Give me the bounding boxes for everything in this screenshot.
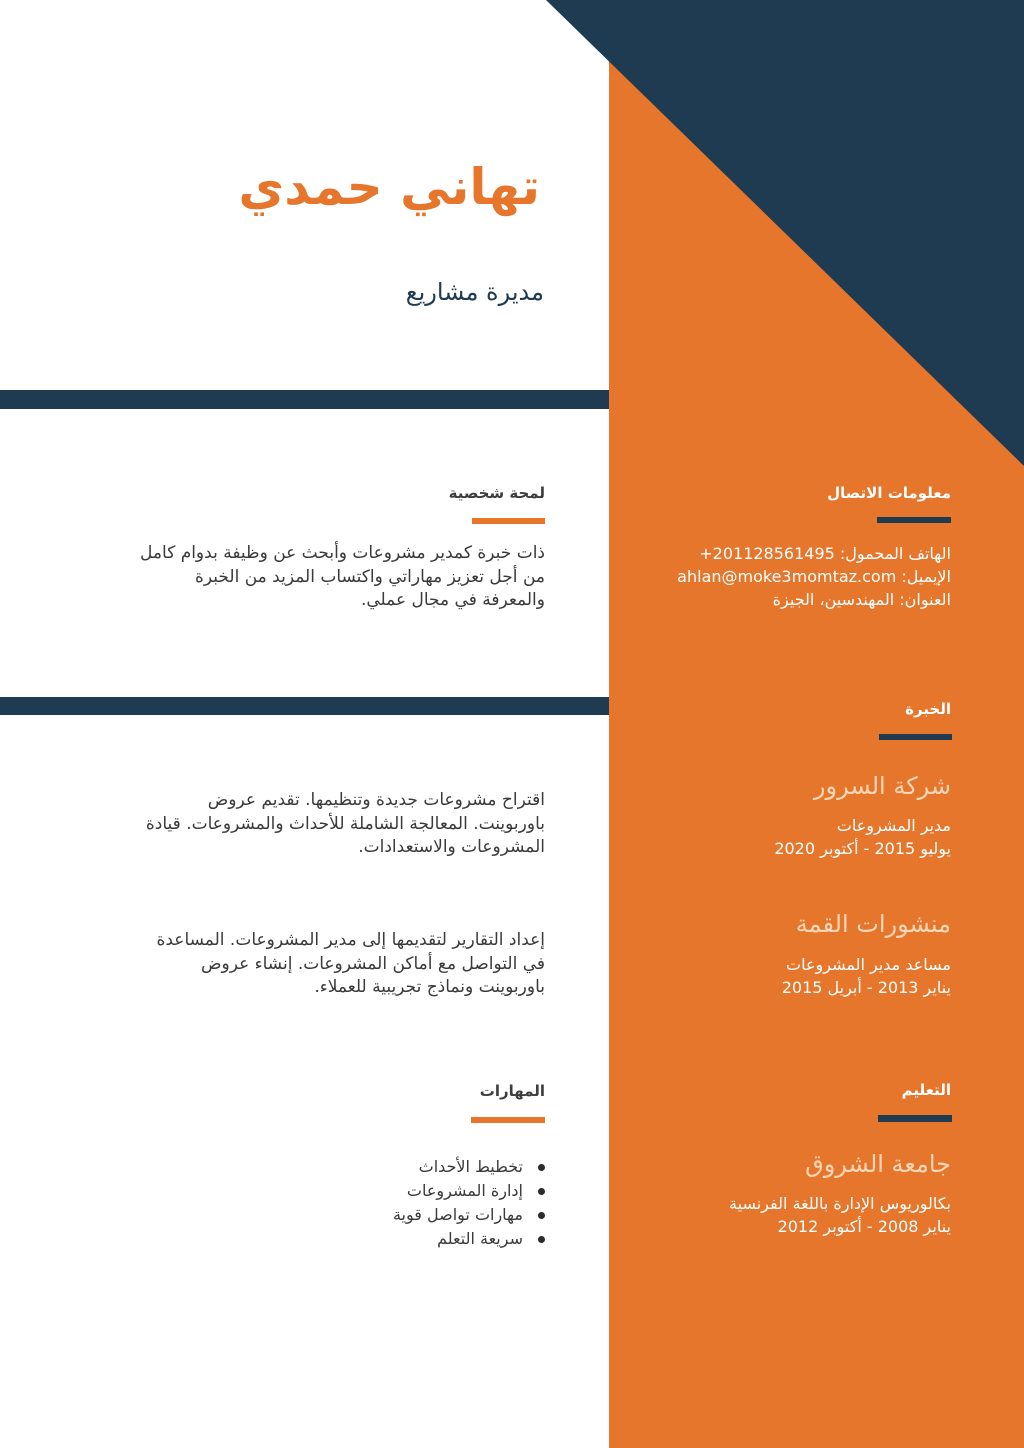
job-role: مدير المشروعات — [836, 816, 951, 835]
skills-heading-underline — [471, 1117, 545, 1123]
candidate-name: تهاني حمدي — [238, 158, 540, 216]
profile-heading-underline — [472, 518, 545, 524]
skills-list — [393, 1155, 545, 1251]
job-dates: يناير 2013 - أبريل 2015 — [781, 978, 951, 997]
profile-line: من أجل تعزيز مهاراتي واكتساب المزيد من الخبرة — [195, 566, 545, 587]
job-company: شركة السرور — [813, 772, 951, 800]
job-title: مديرة مشاريع — [405, 278, 544, 306]
profile-summary — [125, 542, 545, 613]
bullet-icon — [538, 1212, 545, 1219]
skill-item — [393, 1179, 545, 1203]
skill-label: سريعة التعلم — [437, 1229, 523, 1248]
job-description-line: اقتراح مشروعات جديدة وتنظيمها. تقديم عروض — [207, 790, 545, 810]
skill-item — [393, 1155, 545, 1179]
contact-heading-underline — [877, 517, 951, 523]
contact-email: الإيميل: ahlan@moke3momtaz.com — [677, 567, 951, 586]
job-description — [125, 929, 545, 1000]
contact-details — [621, 542, 951, 611]
education-school: جامعة الشروق — [805, 1150, 951, 1178]
skill-label: إدارة المشروعات — [406, 1181, 523, 1200]
skills-heading: المهارات — [479, 1082, 545, 1100]
experience-heading: الخبرة — [905, 700, 951, 718]
education-degree: بكالوريوس الإدارة باللغة الفرنسية — [729, 1194, 951, 1213]
bullet-icon — [538, 1188, 545, 1195]
job-description-line: باوربوينت. المعالجة الشاملة للأحداث والمشروعات. قيادة — [145, 813, 545, 834]
job-company: منشورات القمة — [795, 910, 951, 938]
contact-heading: معلومات الاتصال — [827, 484, 951, 502]
divider-bar-middle — [0, 697, 609, 715]
education-dates: يناير 2008 - أكتوبر 2012 — [777, 1217, 951, 1236]
job-description-line: المشروعات والاستعدادات. — [358, 837, 545, 857]
contact-address: العنوان: المهندسين، الجيزة — [772, 590, 951, 609]
education-heading-underline — [878, 1115, 952, 1122]
job-description-line: باوربوينت ونماذج تجريبية للعملاء. — [314, 977, 545, 997]
skill-label: تخطيط الأحداث — [418, 1157, 523, 1176]
skill-item — [393, 1227, 545, 1251]
education-heading: التعليم — [901, 1081, 951, 1099]
bullet-icon — [538, 1236, 545, 1243]
skill-label: مهارات تواصل قوية — [392, 1205, 523, 1224]
skill-item — [393, 1203, 545, 1227]
job-description-line: في التواصل مع أماكن المشروعات. إنشاء عروض — [200, 953, 545, 974]
profile-heading: لمحة شخصية — [448, 484, 545, 502]
job-description — [125, 789, 545, 860]
profile-line: ذات خبرة كمدير مشروعات وأبحث عن وظيفة بدوام كامل — [140, 543, 545, 563]
divider-bar-top — [0, 390, 609, 409]
profile-line: والمعرفة في مجال عملي. — [360, 590, 545, 610]
experience-heading-underline — [879, 734, 952, 740]
job-description-line: إعداد التقارير لتقديمها إلى مدير المشروعات. المساعدة — [156, 930, 545, 950]
bullet-icon — [538, 1164, 545, 1171]
job-dates: يوليو 2015 - أكتوبر 2020 — [774, 839, 951, 858]
contact-phone: الهاتف المحمول: 201128561495+ — [699, 544, 951, 563]
job-role: مساعد مدير المشروعات — [786, 955, 951, 974]
